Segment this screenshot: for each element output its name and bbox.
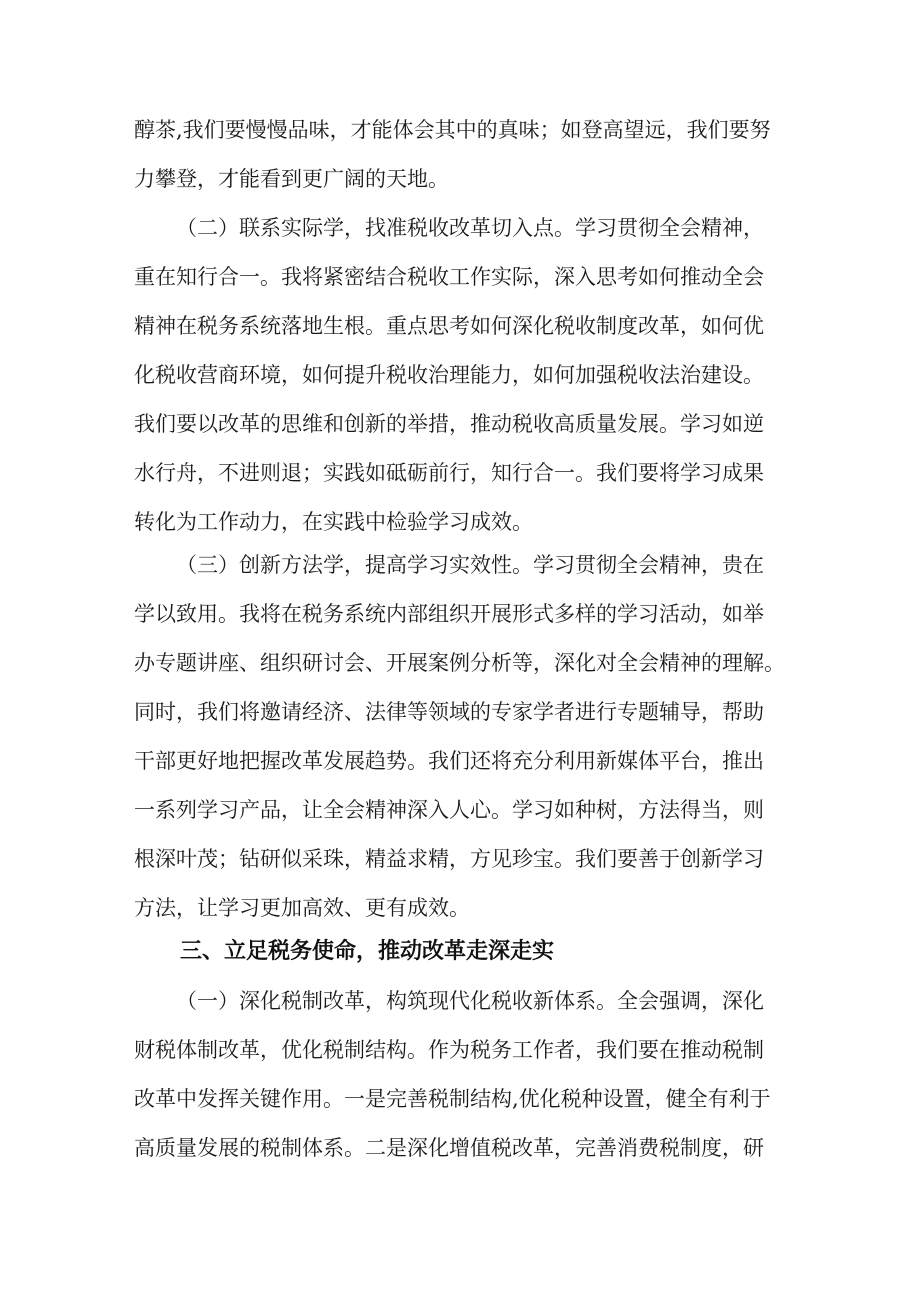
paragraph-line: 重在知行合一。我将紧密结合税收工作实际，深入思考如何推动全会: [134, 265, 764, 289]
paragraph-line: （一）深化税制改革，构筑现代化税收新体系。全会强调，深化: [176, 989, 764, 1013]
paragraph-line: 力攀登，才能看到更广阔的天地。: [134, 167, 449, 191]
paragraph-line: 高质量发展的税制体系。二是深化增值税改革，完善消费税制度，研: [134, 1136, 764, 1160]
paragraph-line: 改革中发挥关键作用。一是完善税制结构,优化税种设置，健全有利于: [134, 1087, 771, 1111]
paragraph-line: 水行舟，不进则退；实践如砥砺前行，知行合一。我们要将学习成果: [134, 461, 764, 485]
paragraph-line: 财税体制改革，优化税制结构。作为税务工作者，我们要在推动税制: [134, 1038, 764, 1062]
paragraph-line: 干部更好地把握改革发展趋势。我们还将充分利用新媒体平台，推出: [134, 749, 764, 773]
paragraph-line: 醇茶,我们要慢慢品味，才能体会其中的真味；如登高望远，我们要努: [134, 118, 771, 142]
paragraph-line: 我们要以改革的思维和创新的举措，推动税收高质量发展。学习如逆: [134, 412, 764, 436]
paragraph-line: （三）创新方法学，提高学习实效性。学习贯彻全会精神，贵在: [176, 553, 764, 577]
paragraph-line: 化税收营商环境，如何提升税收治理能力，如何加强税收法治建设。: [134, 363, 764, 387]
paragraph-line: 精神在税务系统落地生根。重点思考如何深化税收制度改革，如何优: [134, 314, 764, 338]
paragraph-line: 一系列学习产品，让全会精神深入人心。学习如种树，方法得当，则: [134, 798, 764, 822]
section-heading: 三、立足税务使命，推动改革走深走实: [180, 939, 555, 964]
paragraph-line: 学以致用。我将在税务系统内部组织开展形式多样的学习活动，如举: [134, 602, 764, 626]
paragraph-line: 同时，我们将邀请经济、法律等领域的专家学者进行专题辅导，帮助: [134, 700, 764, 724]
paragraph-line: 根深叶茂；钻研似采珠，精益求精，方见珍宝。我们要善于创新学习: [134, 847, 764, 871]
paragraph-line: 转化为工作动力，在实践中检验学习成效。: [134, 510, 533, 534]
paragraph-line: （二）联系实际学，找准税收改革切入点。学习贯彻全会精神，: [176, 216, 764, 240]
paragraph-line: 方法，让学习更加高效、更有成效。: [134, 896, 470, 920]
paragraph-line: 办专题讲座、组织研讨会、开展案例分析等，深化对全会精神的理解。: [134, 651, 785, 675]
